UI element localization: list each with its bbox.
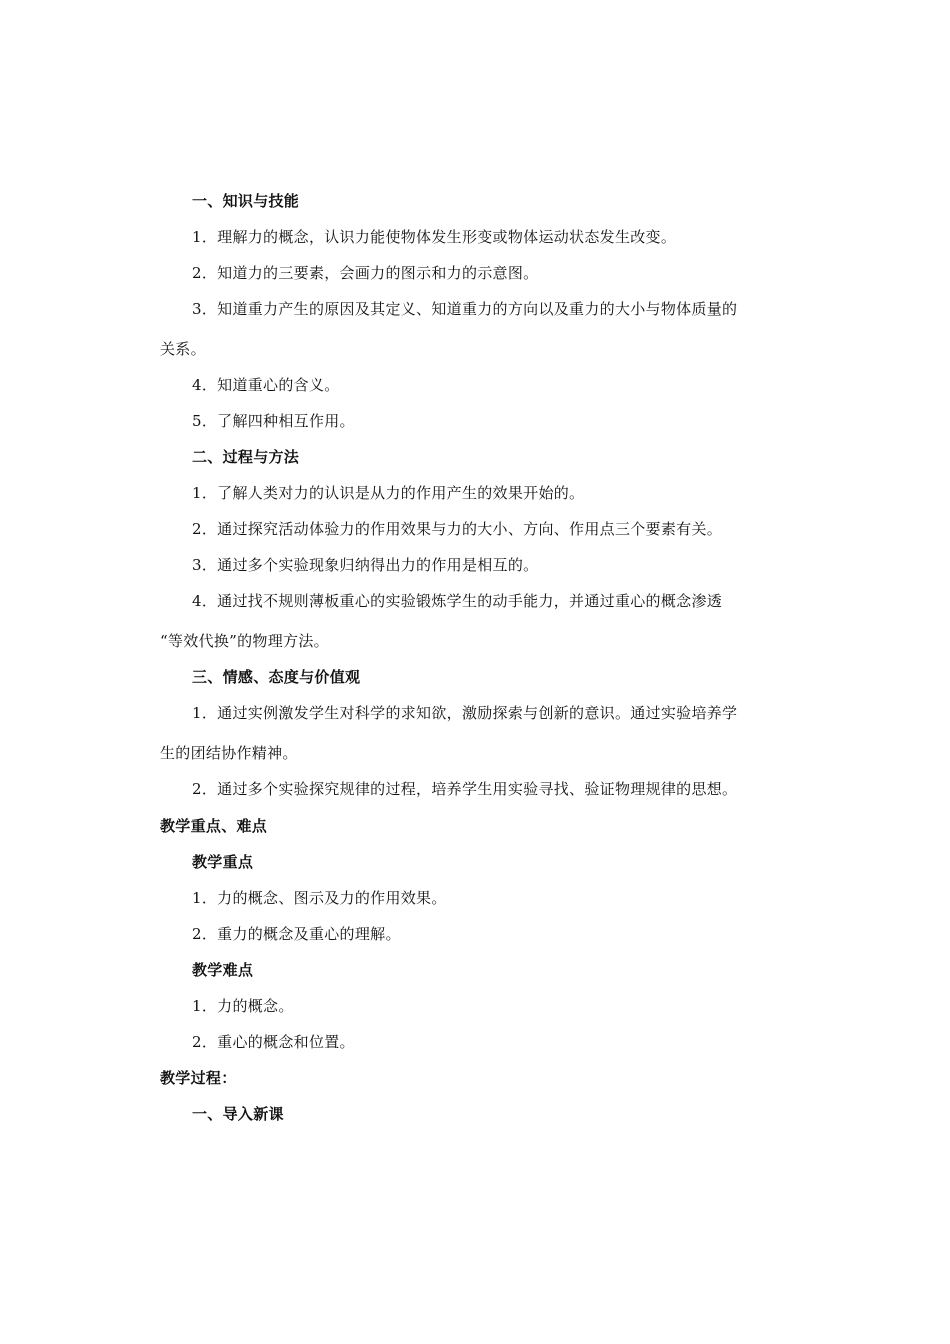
knowledge-item-5: 5．了解四种相互作用。	[192, 412, 355, 430]
process-item-1: 1．了解人类对力的认识是从力的作用产生的效果开始的。	[192, 484, 585, 502]
knowledge-item-3-line-2: 关系。	[160, 340, 206, 358]
difficult-point-item-2: 2．重心的概念和位置。	[192, 1033, 355, 1051]
process-item-3: 3．通过多个实验现象归纳得出力的作用是相互的。	[192, 556, 539, 574]
procedure-subheading-intro: 一、导入新课	[192, 1105, 284, 1123]
process-item-4-line-2: “等效代换”的物理方法。	[160, 632, 329, 650]
process-item-4-line-1: 4．通过找不规则薄板重心的实验锻炼学生的动手能力，并通过重心的概念渗透	[192, 592, 723, 610]
knowledge-item-3-line-1: 3．知道重力产生的原因及其定义、知道重力的方向以及重力的大小与物体质量的	[192, 300, 738, 318]
difficult-point-item-1: 1．力的概念。	[192, 997, 294, 1015]
process-item-2: 2．通过探究活动体验力的作用效果与力的大小、方向、作用点三个要素有关。	[192, 520, 723, 538]
knowledge-item-4: 4．知道重心的含义。	[192, 376, 340, 394]
section-heading-process: 二、过程与方法	[192, 448, 300, 466]
emotion-item-2: 2．通过多个实验探究规律的过程，培养学生用实验寻找、验证物理规律的思想。	[192, 780, 738, 798]
emotion-item-1-line-1: 1．通过实例激发学生对科学的求知欲，激励探索与创新的意识。通过实验培养学	[192, 704, 738, 722]
key-points-heading: 教学重点	[192, 853, 254, 871]
procedure-heading: 教学过程：	[160, 1069, 237, 1087]
focus-heading: 教学重点、难点	[160, 817, 268, 835]
key-point-item-2: 2．重力的概念及重心的理解。	[192, 925, 401, 943]
section-heading-knowledge: 一、知识与技能	[192, 192, 300, 210]
section-heading-emotion: 三、情感、态度与价值观	[192, 668, 361, 686]
knowledge-item-1: 1．理解力的概念，认识力能使物体发生形变或物体运动状态发生改变。	[192, 228, 677, 246]
emotion-item-1-line-2: 生的团结协作精神。	[160, 744, 298, 762]
knowledge-item-2: 2．知道力的三要素，会画力的图示和力的示意图。	[192, 264, 539, 282]
difficult-points-heading: 教学难点	[192, 961, 254, 979]
key-point-item-1: 1．力的概念、图示及力的作用效果。	[192, 889, 447, 907]
